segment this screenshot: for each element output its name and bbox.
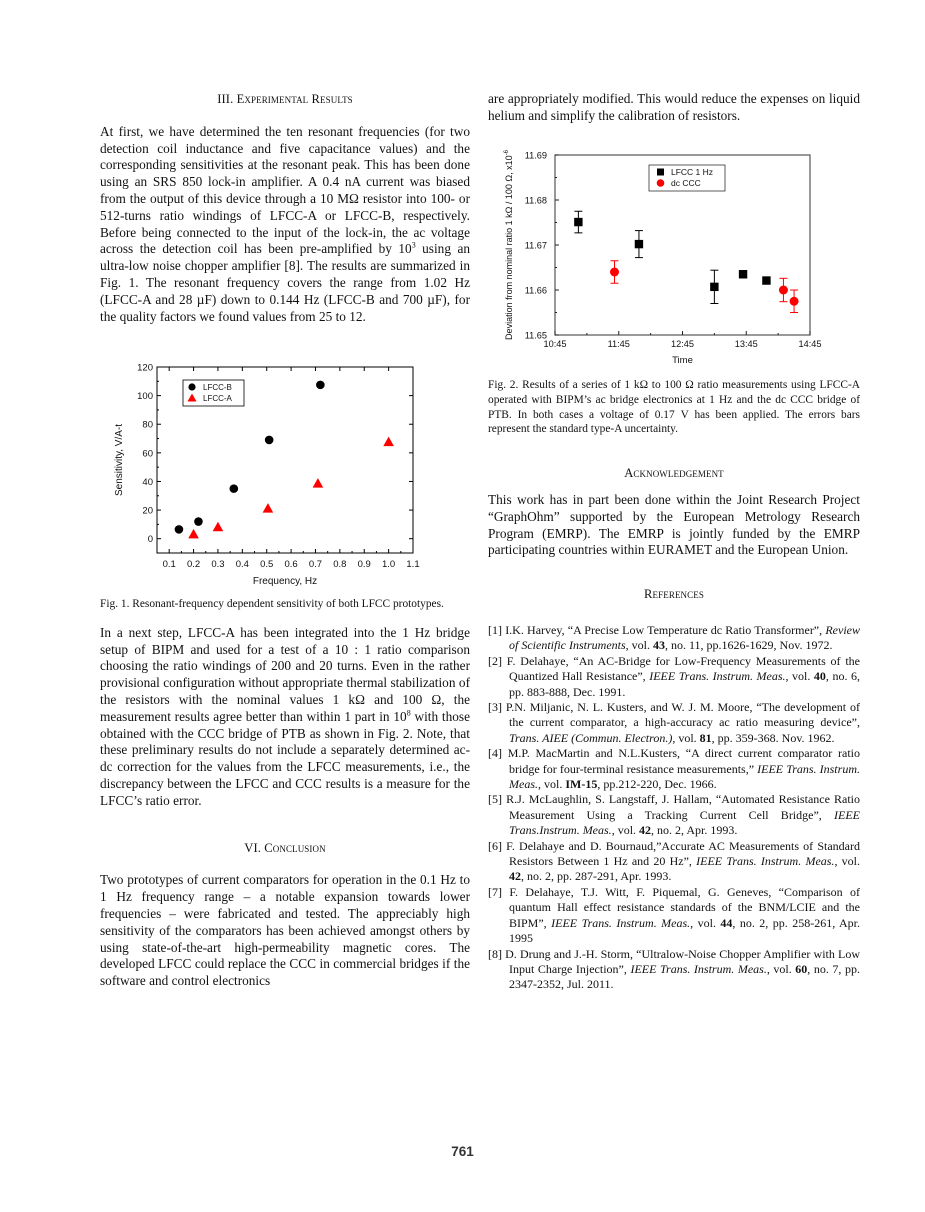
y-tick-label: 100: [137, 391, 153, 403]
reference-segment: , vol.: [625, 638, 653, 653]
reference-number: [4]: [488, 746, 508, 761]
marker-circle: [779, 286, 788, 295]
marker-square: [574, 218, 582, 226]
reference-text: [488, 746, 860, 792]
reference-segment: F. Delahaye and D. Bournaud,”Accurate AC Measurements of Standard Resistors Between 1 Hz and 20 Hz”,: [506, 838, 860, 869]
data-point-lfcc-1-hz: [574, 211, 582, 233]
reference-segment: IM-15: [565, 777, 598, 792]
reference-number: [6]: [488, 838, 507, 853]
x-tick-label: 10:45: [543, 339, 567, 349]
reference-segment: , vol.: [766, 961, 796, 976]
x-tick-label: 0.8: [333, 559, 347, 570]
reference-item: [488, 885, 860, 947]
y-axis-label-exponent: -6: [504, 150, 510, 156]
reference-segment: , no. 2, Apr. 1993.: [651, 823, 738, 838]
reference-segment: , vol.: [538, 777, 566, 792]
reference-number: [1]: [488, 622, 506, 637]
y-tick-label: 11.68: [524, 195, 547, 206]
reference-segment: P.N. Miljanic, N. L. Kusters, and W. J. M. Moore, “The development of the current comparator, a high-accuracy ac ratio measuring device”,: [505, 700, 860, 730]
reference-text: [488, 792, 860, 838]
reference-segment: F. Delahaye, “An AC-Bridge for Low-Frequency Measurements of the Quantized Hall Resistance”,: [506, 653, 860, 684]
page-number: 761: [451, 1144, 474, 1159]
y-tick-label: 11.66: [524, 285, 547, 296]
reference-segment: , vol.: [834, 854, 860, 869]
reference-segment: , pp.212-220, Dec. 1966.: [597, 777, 717, 792]
reference-segment: 60: [795, 961, 808, 976]
x-tick-label: 0.1: [162, 559, 176, 570]
y-tick-label: 60: [142, 448, 153, 460]
marker-circle: [790, 297, 799, 306]
reference-text: [488, 885, 860, 947]
reference-segment: , pp. 359-368. Nov. 1962.: [711, 730, 835, 745]
reference-segment: I.K. Harvey, “A Precise Low Temperature dc Ratio Transformer”,: [505, 622, 826, 637]
reference-segment: , vol.: [785, 669, 814, 684]
data-point-lfcc-b: [194, 517, 203, 526]
section-heading-experimental-results: III. Experimental Results: [217, 92, 353, 106]
marker-circle: [610, 268, 619, 277]
reference-segment: , vol.: [672, 730, 700, 745]
reference-segment: IEEE Trans. Instrum. Meas.: [649, 669, 786, 684]
data-point-lfcc-a: [383, 437, 394, 447]
reference-segment: Trans. AIEE (Commun. Electron.): [509, 730, 673, 745]
reference-segment: , no. 6, pp. 883-888, Dec. 1991.: [509, 669, 860, 699]
reference-segment: D. Drung and J.-H. Storm, “Ultralow-Noise Chopper Amplifier with Low Input Charge Injection”,: [505, 946, 860, 976]
x-tick-label: 14:45: [798, 339, 822, 349]
x-tick-label: 0.9: [357, 559, 371, 570]
reference-number: [7]: [488, 884, 510, 899]
reference-number: [8]: [488, 946, 506, 961]
marker-square: [710, 283, 718, 291]
data-point-lfcc-1-hz: [762, 276, 770, 284]
reference-segment: 42: [509, 869, 521, 884]
reference-item: [488, 792, 860, 838]
x-tick-label: 13:45: [734, 339, 758, 349]
reference-item: [488, 654, 860, 700]
data-point-lfcc-1-hz: [739, 270, 747, 278]
reference-number: [3]: [488, 700, 506, 714]
reference-segment: 81: [699, 730, 712, 745]
reference-segment: 40: [813, 669, 826, 684]
legend-label: LFCC 1 Hz: [671, 167, 714, 177]
reference-segment: 44: [720, 915, 733, 930]
figure-1-chart: [100, 355, 430, 595]
reference-item: [488, 839, 860, 885]
section-heading-references: References: [644, 587, 704, 602]
x-axis-label: Time: [672, 355, 693, 366]
paragraph-experimental-results: At first, we have determined the ten resonant frequencies (for two detection coil inductance and five capacitance values) and the corresponding sensitivities at the resonant peak. This has been done using an SRS 850 lock-in amplifier. A 0.4 nA current was biased from the output of this device through a 10 MΩ resistor into 100- or 512-turns ratio windings of LFCC-A or LFCC-B, respectively. Before being connected to the input of the lock-in, the ac voltage across the detection coil has been pre-amplified by $10^3$ using an ultra-low noise chopper amplifier [8]. The results are summarized in Fig. 1. The resonant frequency covers the range from 1.02 Hz (LFCC-A and 28 µF) down to 0.144 Hz (LFCC-B and 700 µF), for the quality factors we found values from 25 to 12.: [100, 123, 470, 324]
data-point-lfcc-1-hz: [635, 231, 643, 258]
reference-text: [488, 623, 860, 654]
figure-2-chart: [485, 140, 830, 372]
reference-segment: , vol.: [690, 915, 721, 930]
reference-segment: IEEE Trans.Instrum. Meas.: [509, 807, 860, 838]
reference-segment: , no. 2, pp. 258-261, Apr. 1995: [509, 915, 860, 946]
x-tick-label: 0.4: [235, 559, 249, 570]
reference-segment: M.P. MacMartin and N.L.Kusters, “A direct current comparator ratio bridge for four-terminal resistance measurements,”: [507, 746, 860, 776]
left-column-lower: [100, 597, 470, 990]
paragraph-bridge-test: In a next step, LFCC-A has been integrated into the 1 Hz bridge setup of BIPM and used for a test of a 10 : 1 ratio comparison choosing the ratio windings of 200 and 20 turns. Even in the rather provisional configuration without appropriate thermal stabilization of the resistors with the nominal values 1 kΩ and 100 Ω, the measurement results agree better than within 1 part in $10^8$ with those obtained with the CCC bridge of PTB as shown in Fig. 2. Note, that these preliminary results do not include a separately determined ac-dc correction for the values from the LFCC measurements, i.e., the discrepancy between the LFCC and CCC results is a measure for the LFCC’s ratio error.: [100, 624, 470, 808]
legend: [649, 165, 725, 191]
figure-1-caption: Fig. 1. Resonant-frequency dependent sensitivity of both LFCC prototypes.: [100, 598, 444, 610]
reference-segment: 42: [639, 823, 652, 838]
data-point-lfcc-b: [175, 525, 184, 534]
y-tick-label: 80: [142, 419, 153, 431]
legend: [183, 380, 244, 406]
x-tick-label: 0.2: [186, 559, 201, 570]
reference-segment: , no. 2, pp. 287-291, Apr. 1993.: [521, 869, 672, 884]
reference-segment: 43: [653, 638, 665, 653]
y-tick-label: 40: [142, 476, 153, 488]
reference-number: [5]: [488, 792, 507, 807]
data-point-lfcc-a: [313, 478, 324, 488]
data-point-lfcc-a: [213, 522, 224, 532]
y-axis-label: Sensitivity, V/A-t: [114, 423, 125, 497]
x-tick-label: 11:45: [607, 339, 630, 349]
data-point-dc-ccc: [610, 261, 619, 284]
reference-segment: , vol.: [611, 823, 640, 838]
reference-segment: R.J. McLaughlin, S. Langstaff, J. Hallam, “Automated Resistance Ratio Measurement Using a Tracking Current Cell Bridge”,: [506, 792, 860, 822]
data-point-dc-ccc: [790, 290, 799, 313]
data-point-lfcc-a: [188, 529, 199, 539]
y-tick-label: 11.65: [524, 330, 547, 341]
x-tick-label: 0.7: [308, 559, 323, 570]
legend-marker-circle-icon: [657, 179, 665, 187]
marker-square: [739, 270, 747, 278]
reference-text: [488, 700, 860, 746]
figure-2-caption: Fig. 2. Results of a series of 1 kΩ to 100 Ω ratio measurements using LFCC-A operated with BIPM’s ac bridge electronics at 1 Hz and the dc CCC bridge of PTB. In both cases a voltage of 0.17 V has been applied. The errors bars represent the standard type-A uncertainty.: [488, 379, 860, 436]
reference-text: [488, 839, 860, 885]
y-tick-label: 20: [142, 505, 153, 517]
reference-text: [488, 654, 860, 700]
reference-segment: , no. 11, pp.1626-1629, Nov. 1972.: [665, 638, 833, 653]
marker-square: [762, 276, 770, 284]
reference-segment: IEEE Trans. Instrum. Meas.: [551, 915, 691, 930]
data-point-lfcc-1-hz: [710, 270, 718, 303]
x-tick-label: 1.0: [382, 559, 396, 570]
data-point-lfcc-b: [230, 484, 239, 493]
x-tick-label: 0.5: [260, 559, 274, 570]
reference-item: [488, 947, 860, 993]
data-point-lfcc-b: [316, 381, 325, 390]
reference-item: [488, 623, 860, 654]
y-tick-label: 11.69: [524, 150, 547, 161]
reference-segment: F. Delahaye, T.J. Witt, F. Piquemal, G. Geneves, “Comparison of quantum Hall effect resistance standards of the BNM/LCIE and the BIPM”,: [509, 884, 860, 930]
reference-text: [488, 947, 860, 993]
legend-marker-square-icon: [657, 169, 664, 176]
data-point-lfcc-a: [263, 503, 274, 512]
reference-segment: Review of Scientific Instruments: [509, 622, 860, 653]
marker-square: [635, 240, 643, 248]
reference-item: [488, 700, 860, 746]
reference-item: [488, 746, 860, 792]
references-list: [488, 623, 860, 993]
section-heading-acknowledgement: Acknowledgement: [624, 466, 724, 481]
y-tick-label: 11.67: [524, 240, 547, 251]
legend-label: LFCC-A: [203, 394, 232, 403]
reference-segment: , no. 7, pp. 2347-2352, Jul. 2011.: [509, 961, 860, 992]
reference-segment: IEEE Trans. Instrum. Meas.: [509, 761, 860, 792]
y-axis-label: [504, 149, 514, 340]
section-heading-conclusion: VI. Conclusion: [244, 840, 326, 855]
x-tick-label: 0.6: [284, 559, 298, 570]
paragraph-conclusion: Two prototypes of current comparators for operation in the 0.1 Hz to 1 Hz frequency range – a notable expansion towards lower frequencies – were fabricated and tested. The appreciably high sensitivity of the comparators has been achieved amongst others by using state-of-the-art high-permeability magnetic cores. The developed LFCC could replace the CCC in commercial bridges if the software and control electronics: [100, 872, 470, 989]
y-axis-label-text: Deviation from nominal ratio 1 kΩ / 100 Ω, x10: [504, 155, 514, 340]
paragraph-conclusion-continued: are appropriately modified. This would reduce the expenses on liquid helium and simplify the calibration of resistors.: [488, 91, 860, 123]
data-point-dc-ccc: [779, 278, 788, 301]
reference-segment: IEEE Trans. Instrum. Meas.: [696, 854, 835, 869]
legend-marker-circle-icon: [188, 383, 195, 390]
right-column-top: [488, 91, 860, 125]
right-column-lower: [488, 378, 860, 993]
x-tick-label: 0.3: [211, 559, 225, 570]
legend-label: dc CCC: [671, 178, 701, 188]
x-axis-label: Frequency, Hz: [252, 576, 318, 587]
left-column: [100, 91, 470, 325]
y-tick-label: 120: [137, 362, 153, 374]
reference-segment: IEEE Trans. Instrum. Meas.: [630, 961, 767, 976]
y-tick-label: 0: [147, 534, 153, 546]
x-tick-label: 12:45: [671, 339, 694, 349]
reference-number: [2]: [488, 653, 507, 668]
legend-label: LFCC-B: [203, 383, 232, 392]
paragraph-acknowledgement: This work has in part been done within the Joint Research Project “GraphOhm” supported by the European Metrology Research Program (EMRP). The EMRP is jointly funded by the EMRP participating countries within EURAMET and the European Union.: [488, 491, 860, 558]
x-tick-label: 1.1: [406, 559, 420, 570]
data-point-lfcc-b: [265, 436, 274, 445]
